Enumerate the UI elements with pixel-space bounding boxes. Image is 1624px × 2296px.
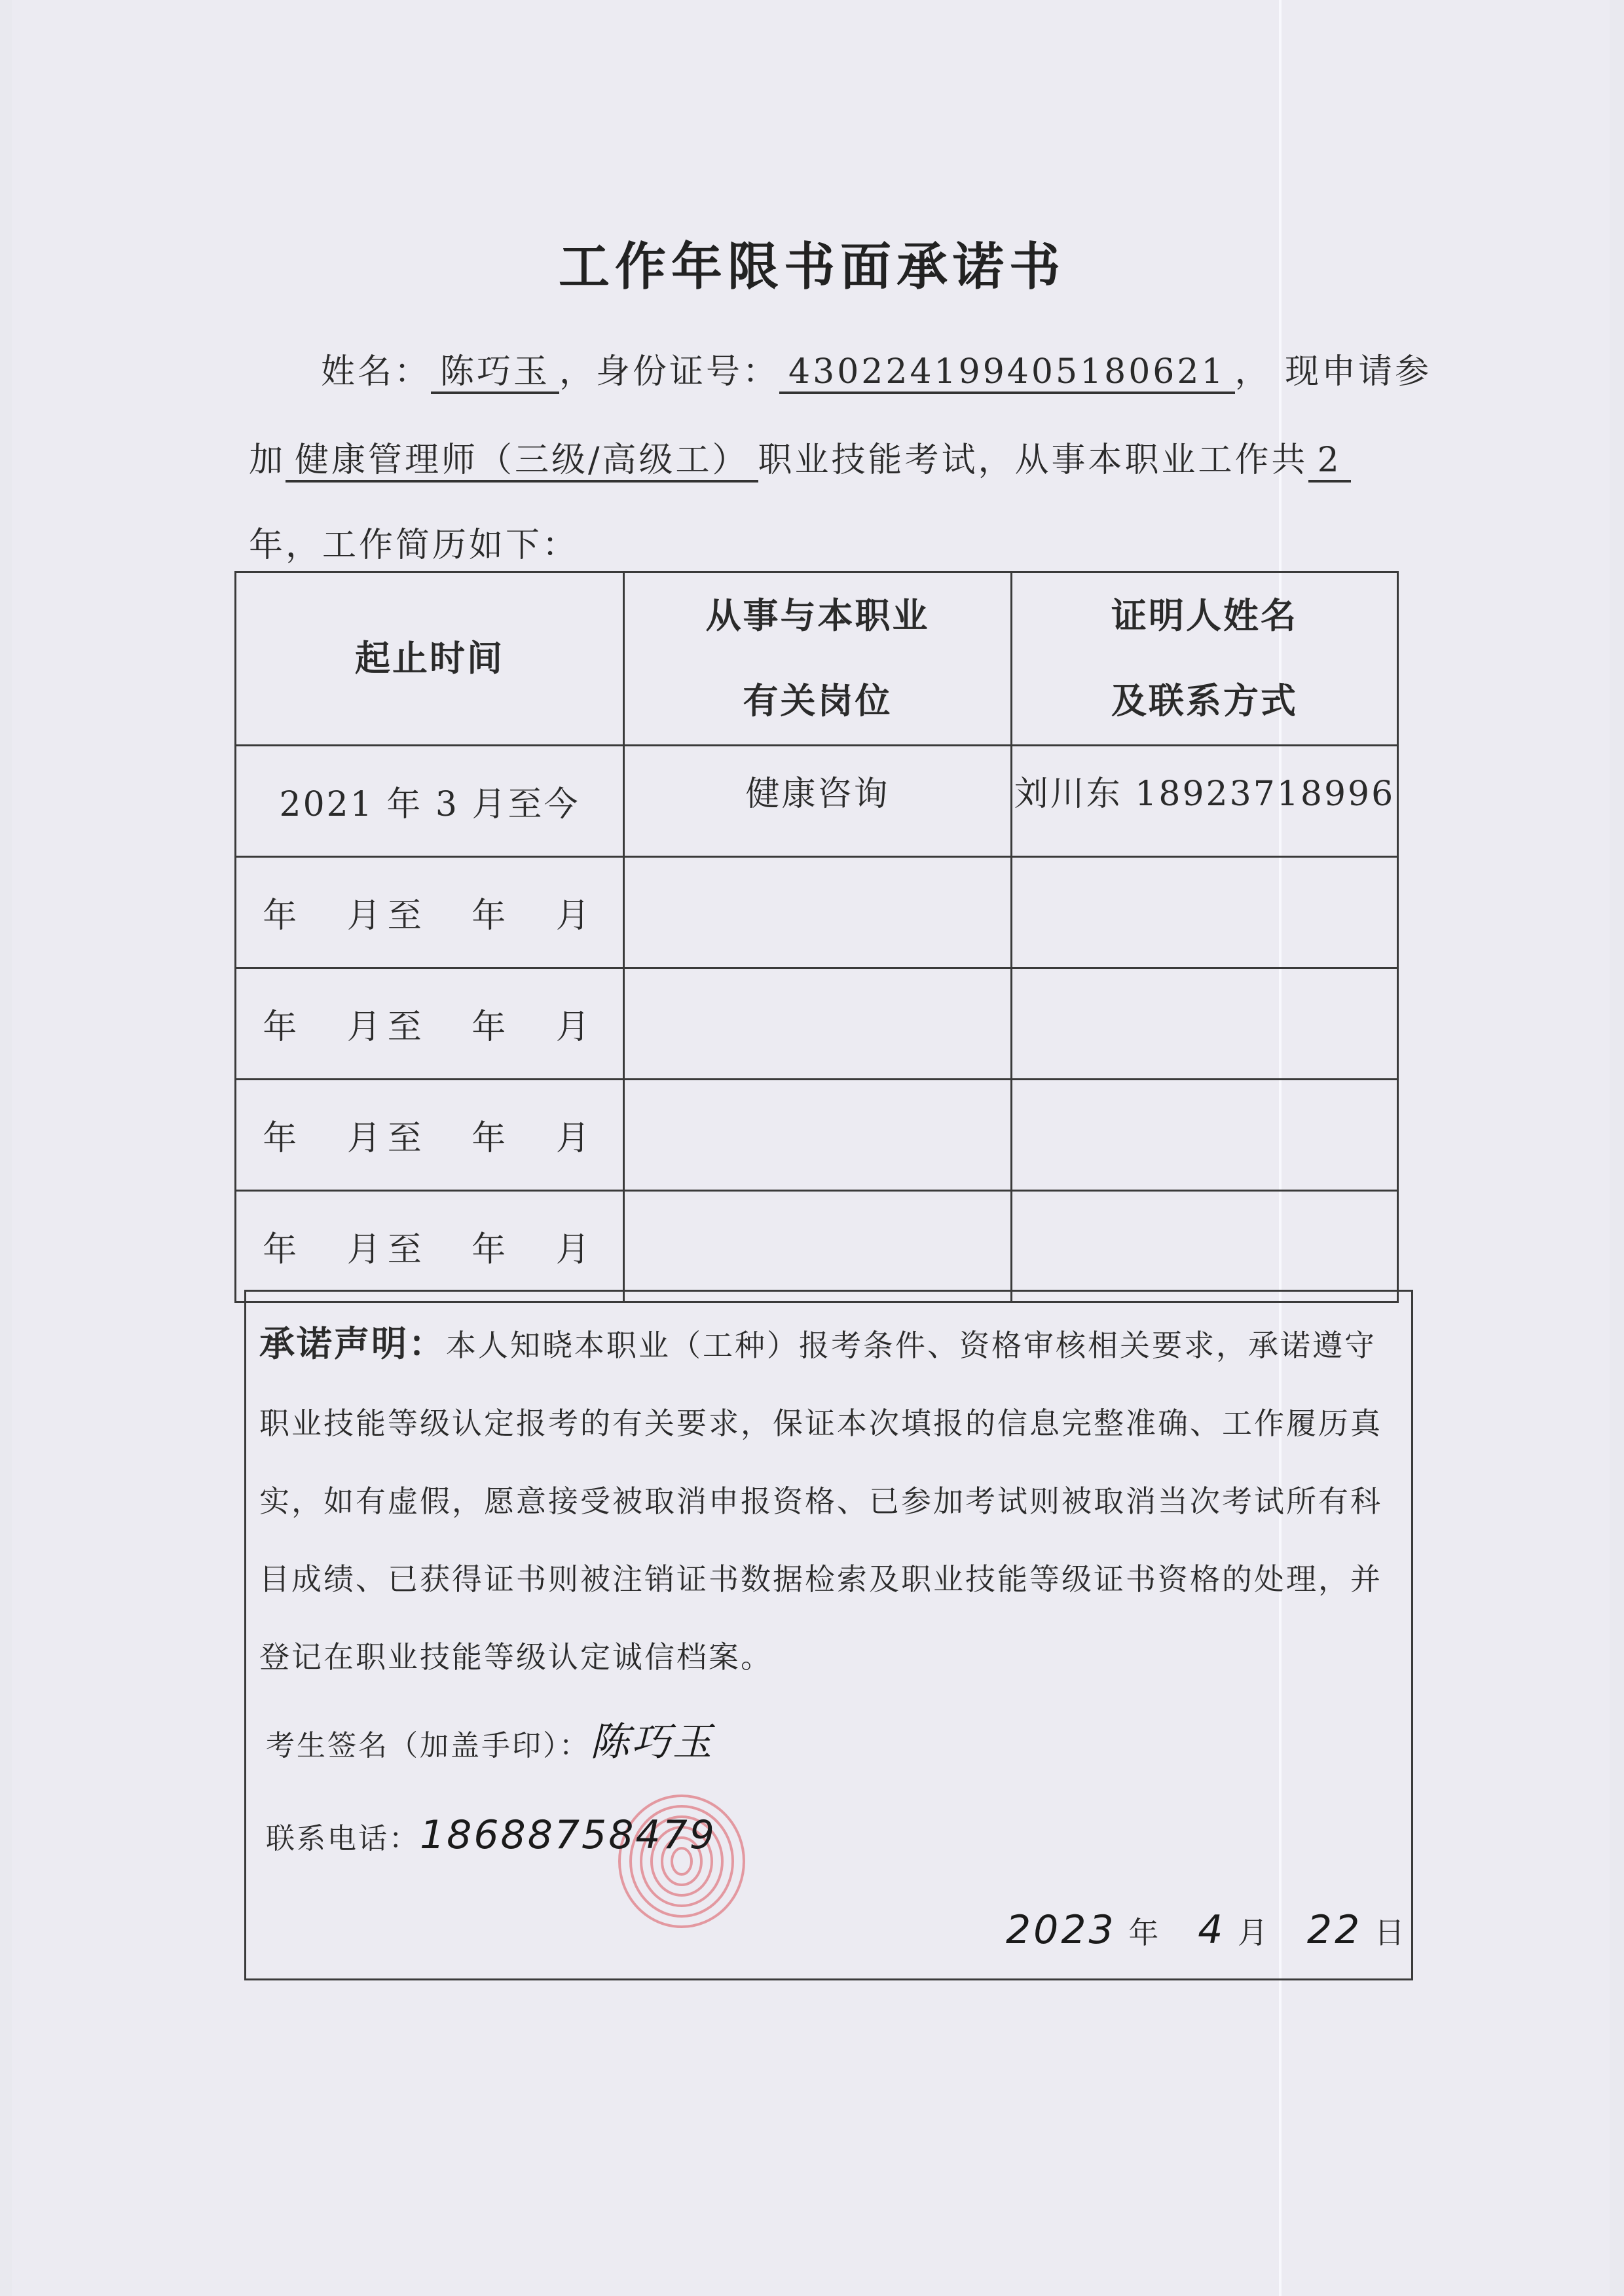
work-history-table [234,571,1399,1303]
exam-name: 健康管理师（三级/高级工） [286,441,758,483]
row-period: 年 月至 年 月 [236,1080,624,1191]
phone-row [266,1812,716,1858]
row-position: 健康咨询 [624,746,1012,857]
month-unit: 月 [1238,1915,1271,1950]
pledge-box [244,1290,1413,1980]
table-row [236,746,1398,857]
applicant-line-3: 年，工作简历如下： [249,526,580,565]
line2-prefix: 加 [249,441,286,480]
applicant-name: 陈巧玉 [431,352,559,394]
row-position [624,968,1012,1080]
pledge-text [259,1305,1399,1696]
id-label: ，身份证号： [559,352,780,392]
table-row [236,968,1398,1080]
date-month: 4 [1198,1907,1226,1953]
pledge-heading: 承诺声明： [259,1323,446,1364]
row-position [624,857,1012,968]
row-position [624,1191,1012,1302]
row-witness [1012,857,1398,968]
day-unit: 日 [1374,1915,1407,1950]
row-witness: 刘川东 18923718996 [1012,746,1398,857]
row-witness [1012,968,1398,1080]
handwritten-phone: 18688758479 [420,1812,716,1858]
row-witness [1012,1080,1398,1191]
line1-tail: ， 现申请参 [1234,352,1432,392]
row-position [624,1080,1012,1191]
document-title: 工作年限书面承诺书 [558,238,1065,297]
table-row [236,1191,1398,1302]
row-witness [1012,1191,1398,1302]
signature-label: 考生签名（加盖手印）： [266,1729,590,1762]
fingerprint-seal [603,1786,760,1937]
table-row [236,1080,1398,1191]
years-count: 2 [1308,441,1351,483]
table-header-row [236,572,1398,746]
applicant-line-1 [321,344,1431,393]
header-position: 从事与本职业 有关岗位 [624,572,1012,746]
table-row [236,857,1398,968]
name-label: 姓名： [321,352,432,392]
date-day: 22 [1306,1907,1363,1953]
row-period: 年 月至 年 月 [236,857,624,968]
id-number: 430224199405180621 [779,352,1235,394]
row-period: 年 月至 年 月 [236,1191,624,1302]
signature-row [266,1711,714,1767]
row-period: 年 月至 年 月 [236,968,624,1080]
applicant-line-2 [249,432,1351,481]
line2-middle: 职业技能考试，从事本职业工作共 [758,441,1308,480]
phone-label: 联系电话： [266,1822,420,1855]
row-period: 2021 年 3 月至今 [236,746,624,857]
date-year: 2023 [1006,1907,1116,1953]
pledge-body: 本人知晓本职业（工种）报考条件、资格审核相关要求，承诺遵守职业技能等级认定报考的有关要求，保证本次填报的信息完整准确、工作履历真实，如有虚假，愿意接受被取消申报资格、已参加考试则被取消当次考试所有科目成绩、已获得证书则被注销证书数据检索及职业技能等级证书资格的处理，并登记在职业技能等级认定诚信档案。 [259,1328,1382,1675]
year-unit: 年 [1128,1915,1162,1950]
header-period: 起止时间 [236,572,624,746]
date-row [1006,1907,1407,1953]
header-witness: 证明人姓名 及联系方式 [1012,572,1398,746]
handwritten-signature: 陈巧玉 [590,1719,714,1765]
